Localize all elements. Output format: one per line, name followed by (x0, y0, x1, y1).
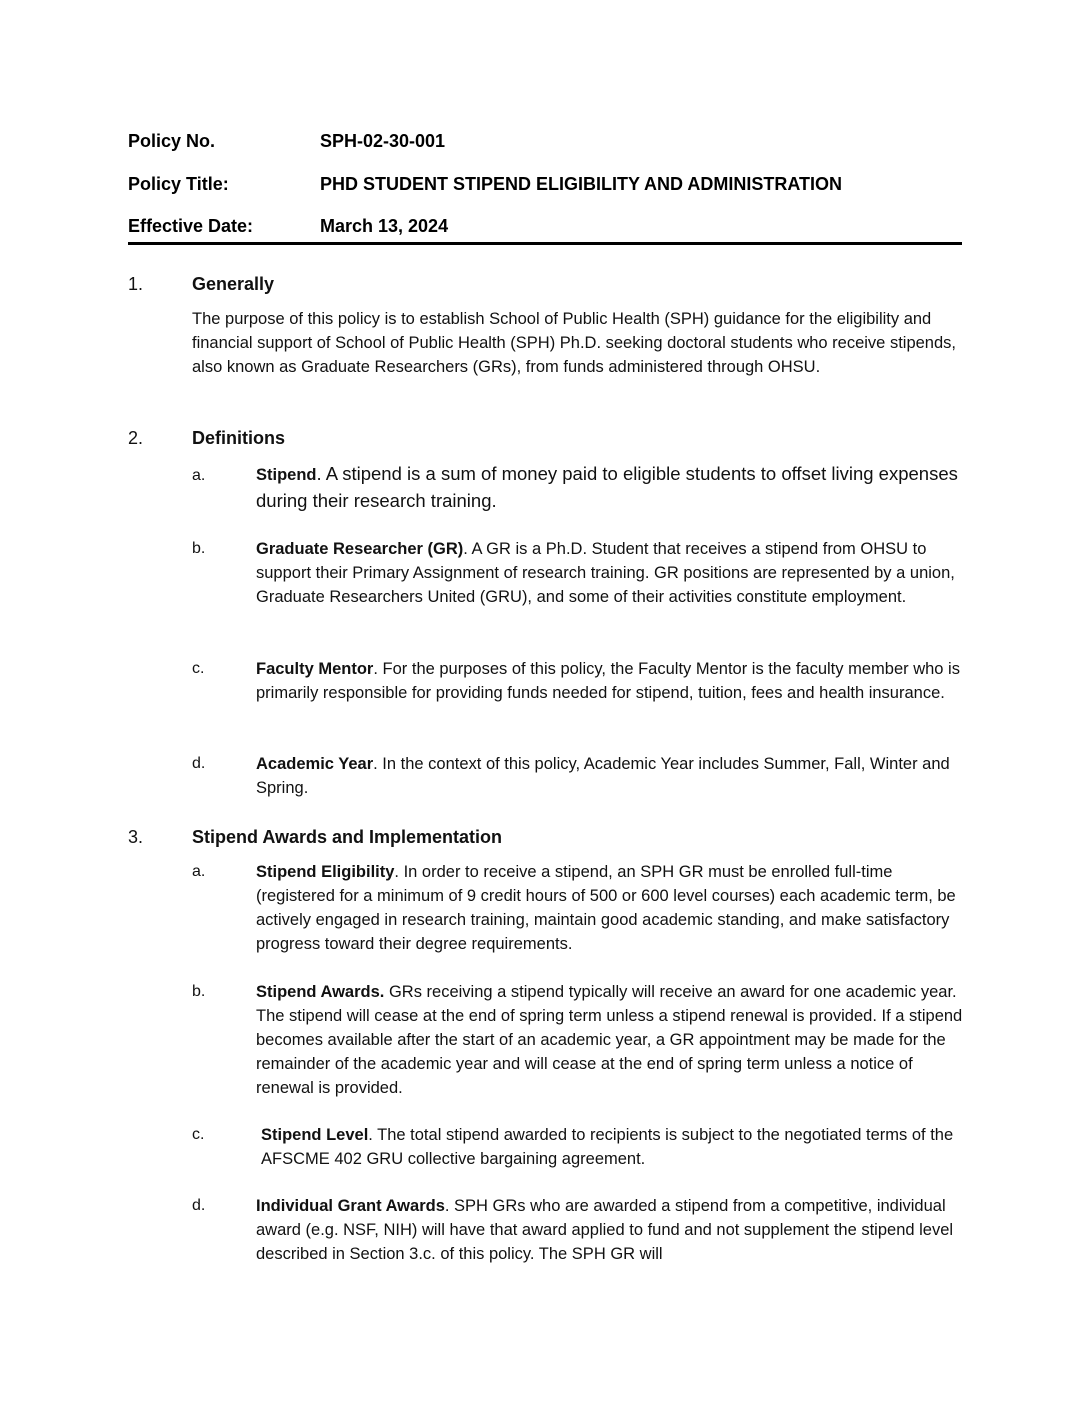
list-item (256, 752, 964, 800)
definition-text: . SPH GRs who are awarded a stipend from a competitive, individual award (e.g. NSF, NIH) will have that award applied to fund and not supplement the stipend level described in Section 3.c. of this policy. The SPH GR will (256, 1197, 954, 1263)
list-item-letter: d. (192, 1197, 206, 1214)
list-item (261, 1123, 964, 1171)
definition-text: . In the context of this policy, Academic Year includes Summer, Fall, Winter and Spring. (256, 755, 950, 797)
definition-term: Academic Year (256, 755, 374, 773)
effective-date-value: March 13, 2024 (320, 216, 449, 236)
list-item (256, 461, 964, 514)
effective-date-label: Effective Date: (128, 216, 254, 236)
header-divider (128, 242, 962, 245)
definition-term: Faculty Mentor (256, 660, 374, 678)
list-item-letter: a. (192, 467, 206, 484)
list-item (256, 860, 964, 956)
list-item-letter: b. (192, 540, 206, 557)
section-number: 2. (128, 428, 144, 448)
section-title: Stipend Awards and Implementation (192, 827, 503, 847)
section-paragraph: The purpose of this policy is to establish School of Public Health (SPH) guidance for the eligibility and financial support of School of Public Health (SPH) Ph.D. seeking doctoral students who receive stipends, also known as Graduate Researchers (GRs), from funds administered through OHSU. (192, 310, 956, 376)
list-item-letter: b. (192, 983, 206, 1000)
list-item-letter: d. (192, 755, 206, 772)
section-title: Definitions (192, 428, 285, 448)
list-item-letter: a. (192, 863, 206, 880)
definition-term: Graduate Researcher (GR) (256, 540, 464, 558)
policy-no-value: SPH-02-30-001 (320, 131, 446, 151)
policy-title-label: Policy Title: (128, 174, 229, 194)
section-number: 1. (128, 274, 144, 294)
list-item (256, 980, 964, 1100)
list-item (256, 537, 964, 609)
list-item (256, 1194, 964, 1266)
definition-text: . A stipend is a sum of money paid to eligible students to offset living expenses during their research training. (256, 463, 958, 511)
definition-text: . A GR is a Ph.D. Student that receives a stipend from OHSU to support their Primary Assignment of research training. GR positions are represented by a union, Graduate Researchers United (GRU), and some of their activities constitute employment. (256, 540, 955, 606)
list-item-letter: c. (192, 660, 205, 677)
definition-term: Stipend (256, 466, 317, 484)
list-item (256, 657, 964, 705)
definition-term: Stipend Eligibility (256, 863, 395, 881)
policy-title-value: PHD STUDENT STIPEND ELIGIBILITY AND ADMINISTRATION (320, 174, 843, 194)
policy-no-label: Policy No. (128, 131, 216, 151)
list-item-letter: c. (192, 1126, 205, 1143)
definition-term: Stipend Awards. (256, 983, 385, 1001)
definition-term: Stipend Level (261, 1126, 369, 1144)
definition-text: GRs receiving a stipend typically will receive an award for one academic year. The stipend will cease at the end of spring term unless a stipend renewal is provided. If a stipend becomes available after the start of an academic year, a GR appointment may be made for the remainder of the academic year and will cease at the end of spring term unless a notice of renewal is provided. (256, 983, 963, 1097)
definition-text: . The total stipend awarded to recipients is subject to the negotiated terms of the AFSCME 402 GRU collective bargaining agreement. (261, 1126, 954, 1168)
definition-text: . In order to receive a stipend, an SPH GR must be enrolled full-time (registered for a minimum of 9 credit hours of 500 or 600 level courses) each academic term, be actively engaged in research training, maintain good academic standing, and make satisfactory progress toward their degree requirements. (256, 863, 956, 953)
section-title: Generally (192, 274, 275, 294)
definition-term: Individual Grant Awards (256, 1197, 445, 1215)
section-number: 3. (128, 827, 144, 847)
definition-text: . For the purposes of this policy, the Faculty Mentor is the faculty member who is primarily responsible for providing funds needed for stipend, tuition, fees and health insurance. (256, 660, 960, 702)
